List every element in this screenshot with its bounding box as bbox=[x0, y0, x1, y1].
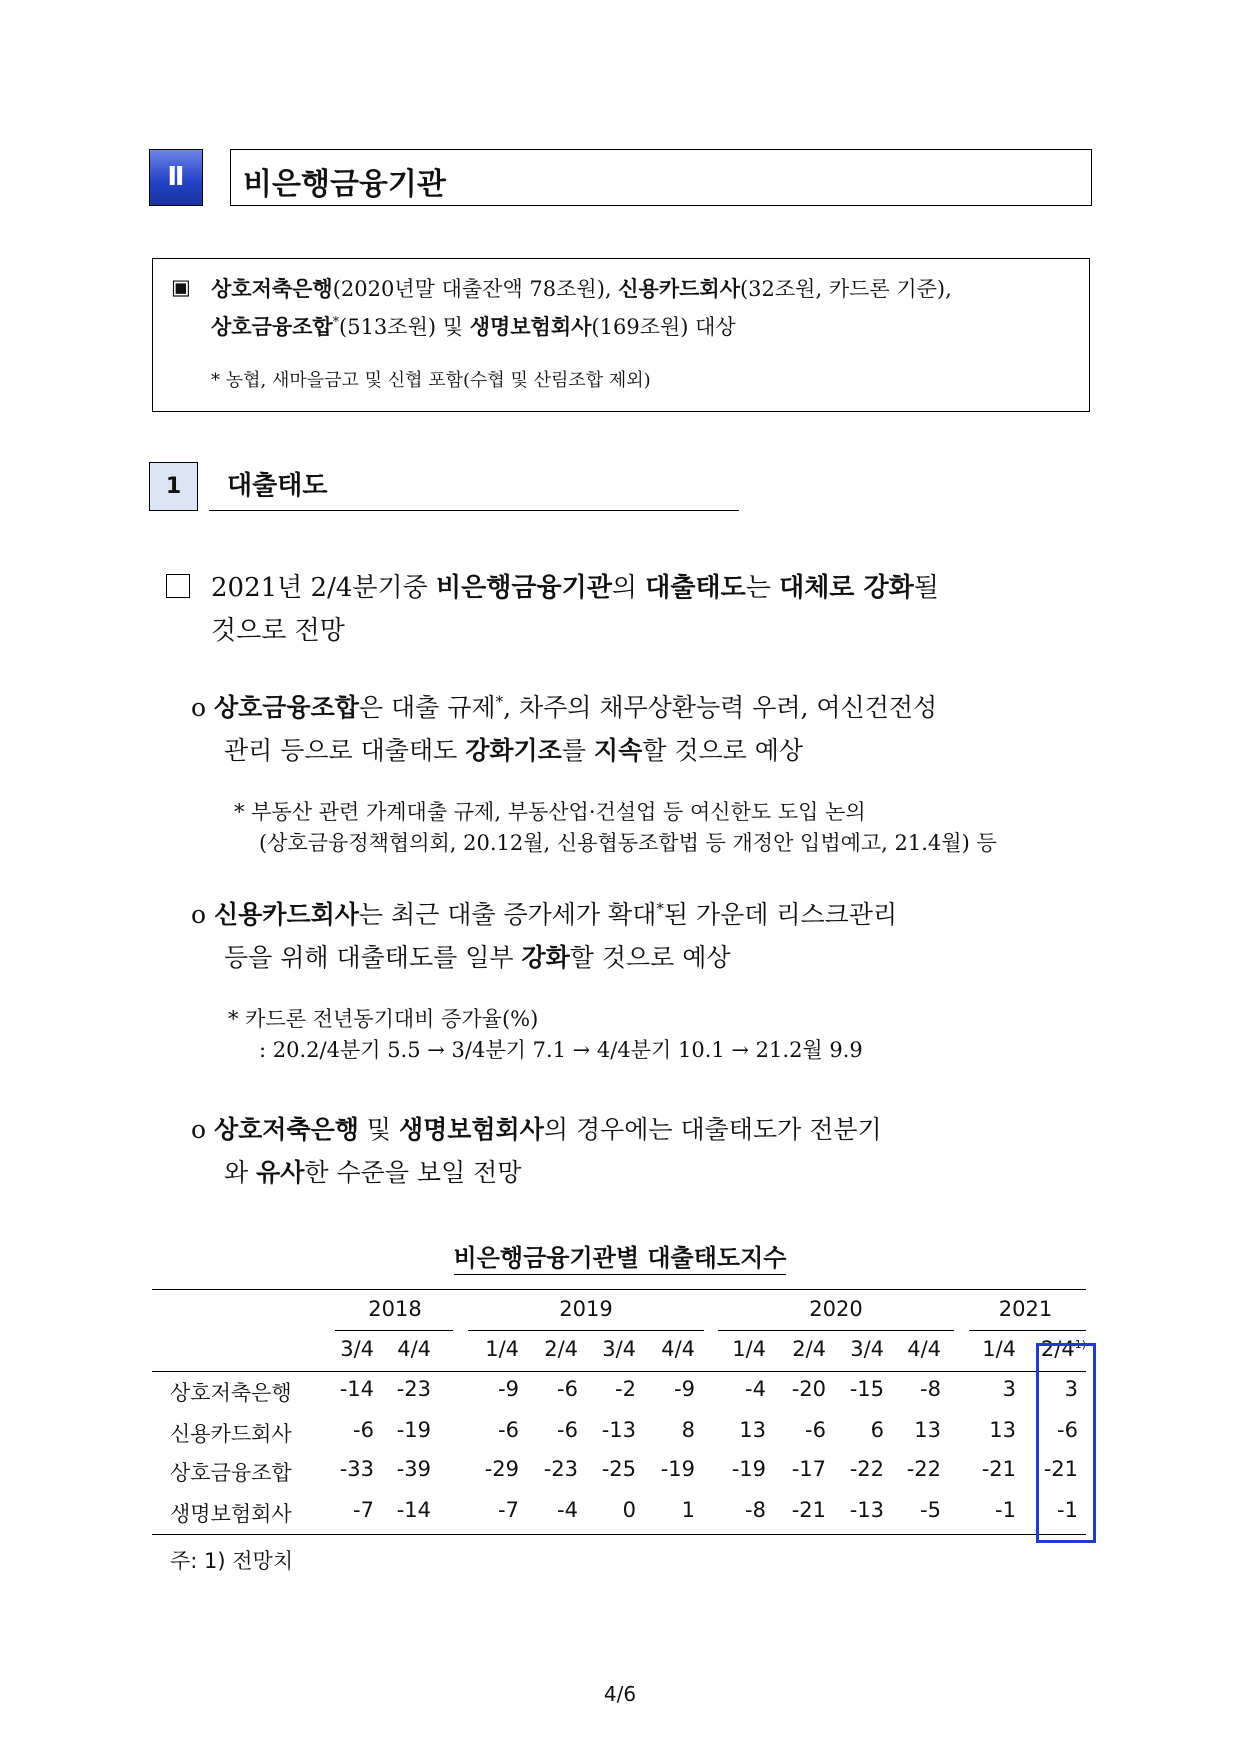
footnote-marker: 1) bbox=[1074, 1338, 1086, 1351]
table-cell: -22 bbox=[849, 1457, 884, 1481]
text-run: 강화기조 bbox=[465, 736, 562, 765]
summary-note: * 농협, 새마을금고 및 신협 포함(수협 및 산림조합 제외) bbox=[211, 370, 651, 391]
quarter-header: 1/4 bbox=[732, 1337, 766, 1361]
row-label: 상호금융조합 bbox=[170, 1461, 292, 1485]
text-run: 상호저축은행 bbox=[211, 277, 333, 301]
year-2019: 2019 bbox=[559, 1297, 613, 1321]
main-para-line-2: 것으로 전망 bbox=[211, 616, 345, 646]
table-cell: 13 bbox=[739, 1418, 766, 1442]
text-run: * bbox=[495, 692, 504, 711]
forecast-highlight-box bbox=[1036, 1343, 1096, 1543]
text-run: o bbox=[191, 1115, 214, 1144]
text-run: 된 가운데 리스크관리 bbox=[663, 900, 898, 929]
text-run: 대체로 강화 bbox=[779, 573, 914, 603]
year-rule-2020 bbox=[718, 1330, 954, 1331]
table-cell: -5 bbox=[920, 1498, 941, 1522]
table-cell: -7 bbox=[498, 1498, 519, 1522]
text-run: (2020년말 대출잔액 78조원), bbox=[332, 277, 619, 301]
table-cell: -6 bbox=[805, 1418, 826, 1442]
table-cell: -4 bbox=[745, 1377, 766, 1401]
text-run: , 차주의 채무상환능력 우려, 여신건전성 bbox=[503, 693, 938, 722]
table-cell: -1 bbox=[995, 1498, 1016, 1522]
text-run: 및 bbox=[358, 1115, 399, 1144]
text-run: * bbox=[656, 899, 664, 918]
quarter-header: 2/4 bbox=[792, 1337, 826, 1361]
para-a-note-1: * 부동산 관련 가계대출 규제, 부동산업·건설업 등 여신한도 도입 논의 bbox=[234, 800, 866, 824]
quarter-header: 4/4 bbox=[397, 1337, 431, 1361]
text-run: 2021년 2/4분기중 bbox=[211, 573, 437, 603]
summary-bullet: ▣ bbox=[171, 275, 191, 299]
table-cell: -13 bbox=[601, 1418, 636, 1442]
subsection-number: 1 bbox=[149, 462, 198, 511]
table-bottom-rule bbox=[152, 1534, 1086, 1535]
text-run: 은 대출 규제 bbox=[358, 693, 496, 722]
quarter-header: 4/4 bbox=[907, 1337, 941, 1361]
table-cell: -19 bbox=[396, 1418, 431, 1442]
text-run: 한 수준을 보일 전망 bbox=[304, 1158, 522, 1187]
table-cell: -17 bbox=[791, 1457, 826, 1481]
text-run: (32조원, 카드론 기준), bbox=[739, 277, 952, 301]
table-cell: 6 bbox=[870, 1418, 884, 1442]
text-run: 상호저축은행 bbox=[214, 1115, 359, 1144]
text-run: 상호금융조합 bbox=[211, 315, 333, 339]
table-cell: -20 bbox=[791, 1377, 826, 1401]
text-run: 는 bbox=[745, 573, 780, 603]
year-2020: 2020 bbox=[809, 1297, 863, 1321]
table-cell: -1 bbox=[1057, 1498, 1078, 1522]
table-cell: -21 bbox=[981, 1457, 1016, 1481]
table-cell: -25 bbox=[601, 1457, 636, 1481]
table-cell: -6 bbox=[498, 1418, 519, 1442]
text-run: 유사 bbox=[256, 1158, 305, 1187]
table-cell: -21 bbox=[1043, 1457, 1078, 1481]
table-cell: 3 bbox=[1064, 1377, 1078, 1401]
text-run: 의 bbox=[611, 573, 646, 603]
text-run: 등을 위해 대출태도를 일부 bbox=[224, 943, 522, 972]
text-run: 될 bbox=[913, 573, 939, 603]
text-run: 신용카드회사 bbox=[618, 277, 740, 301]
text-run: 할 것으로 예상 bbox=[642, 736, 804, 765]
para-a-note-2: (상호금융정책협의회, 20.12월, 신용협동조합법 등 개정안 입법예고, 21.4월) 등 bbox=[259, 831, 997, 855]
text-run: 할 것으로 예상 bbox=[569, 943, 731, 972]
table-cell: -14 bbox=[339, 1377, 374, 1401]
table-cell: -22 bbox=[906, 1457, 941, 1481]
table-cell: 8 bbox=[681, 1418, 695, 1442]
table-cell: -19 bbox=[660, 1457, 695, 1481]
text-run: * bbox=[332, 314, 340, 329]
section-title: 비은행금융기관 bbox=[243, 167, 446, 202]
para-b-note-1: * 카드론 전년동기대비 증가율(%) bbox=[228, 1007, 539, 1031]
text-run: 비은행금융기관 bbox=[436, 573, 612, 603]
table-cell: -23 bbox=[396, 1377, 431, 1401]
table-cell: -8 bbox=[745, 1498, 766, 1522]
quarter-header: 3/4 bbox=[340, 1337, 374, 1361]
table-cell: -33 bbox=[339, 1457, 374, 1481]
table-cell: 1 bbox=[681, 1498, 695, 1522]
table-top-rule bbox=[152, 1289, 1086, 1290]
text-run: 상호금융조합 bbox=[214, 693, 359, 722]
quarter-header: 3/4 bbox=[850, 1337, 884, 1361]
quarter-header: 2/4$^{1)}$ bbox=[1040, 1337, 1086, 1361]
table-cell: -8 bbox=[920, 1377, 941, 1401]
table-cell: -6 bbox=[557, 1377, 578, 1401]
subsection-title: 대출태도 bbox=[227, 471, 328, 501]
table-cell: 0 bbox=[622, 1498, 636, 1522]
quarter-header: 3/4 bbox=[602, 1337, 636, 1361]
year-rule-2021 bbox=[969, 1330, 1086, 1331]
text-run: o bbox=[191, 900, 214, 929]
quarter-header: 1/4 bbox=[982, 1337, 1016, 1361]
table-cell: 13 bbox=[914, 1418, 941, 1442]
table-cell: -6 bbox=[1057, 1418, 1078, 1442]
table-cell: -6 bbox=[557, 1418, 578, 1442]
year-rule-2019 bbox=[468, 1330, 704, 1331]
text-run: 강화 bbox=[521, 943, 570, 972]
row-label: 신용카드회사 bbox=[170, 1422, 292, 1446]
text-run: 대출태도 bbox=[645, 573, 746, 603]
table-cell: -29 bbox=[484, 1457, 519, 1481]
table-cell: -19 bbox=[731, 1457, 766, 1481]
table-cell: -2 bbox=[615, 1377, 636, 1401]
table-cell: -7 bbox=[353, 1498, 374, 1522]
quarter-header: 2/4 bbox=[544, 1337, 578, 1361]
section-number: Ⅱ bbox=[149, 149, 203, 206]
table-cell: 3 bbox=[1002, 1377, 1016, 1401]
para-b-note-2: : 20.2/4분기 5.5 → 3/4분기 7.1 → 4/4분기 10.1 → 21.2월 9.9 bbox=[259, 1038, 863, 1062]
table-cell: -13 bbox=[849, 1498, 884, 1522]
year-rule-2018 bbox=[335, 1330, 453, 1331]
page-number: 4/6 bbox=[603, 1682, 637, 1706]
text-run: (169조원) 대상 bbox=[591, 315, 736, 339]
header-bottom-rule bbox=[152, 1371, 1086, 1372]
year-2021: 2021 bbox=[998, 1297, 1053, 1321]
text-run: 를 bbox=[561, 736, 594, 765]
year-2018: 2018 bbox=[368, 1297, 422, 1321]
table-cell: 13 bbox=[989, 1418, 1016, 1442]
text-run: 관리 등으로 대출태도 bbox=[224, 736, 466, 765]
text-run: 지속 bbox=[593, 736, 643, 765]
text-run: (513조원) 및 bbox=[339, 315, 470, 339]
text-run: 생명보험회사 bbox=[469, 315, 592, 339]
row-label: 상호저축은행 bbox=[170, 1381, 292, 1405]
text-run: 와 bbox=[224, 1158, 257, 1187]
table-cell: -21 bbox=[791, 1498, 826, 1522]
quarter-header: 1/4 bbox=[485, 1337, 519, 1361]
table-cell: -4 bbox=[557, 1498, 578, 1522]
table-cell: -39 bbox=[396, 1457, 431, 1481]
table-cell: -6 bbox=[353, 1418, 374, 1442]
table-cell: -23 bbox=[543, 1457, 578, 1481]
text-run: o bbox=[191, 693, 214, 722]
text-run: 신용카드회사 bbox=[214, 900, 359, 929]
quarter-header: 4/4 bbox=[661, 1337, 695, 1361]
table-note: 주: 1) 전망치 bbox=[170, 1549, 294, 1573]
table-title: 비은행금융기관별 대출태도지수 bbox=[0, 1238, 1240, 1273]
text-run: 의 경우에는 대출태도가 전분기 bbox=[543, 1115, 882, 1144]
table-cell: -15 bbox=[849, 1377, 884, 1401]
row-label: 생명보험회사 bbox=[170, 1502, 292, 1526]
text-run: 생명보험회사 bbox=[398, 1115, 544, 1144]
table-cell: -9 bbox=[674, 1377, 695, 1401]
table-cell: -9 bbox=[498, 1377, 519, 1401]
text-run: 는 최근 대출 증가세가 확대 bbox=[358, 900, 657, 929]
table-cell: -14 bbox=[396, 1498, 431, 1522]
